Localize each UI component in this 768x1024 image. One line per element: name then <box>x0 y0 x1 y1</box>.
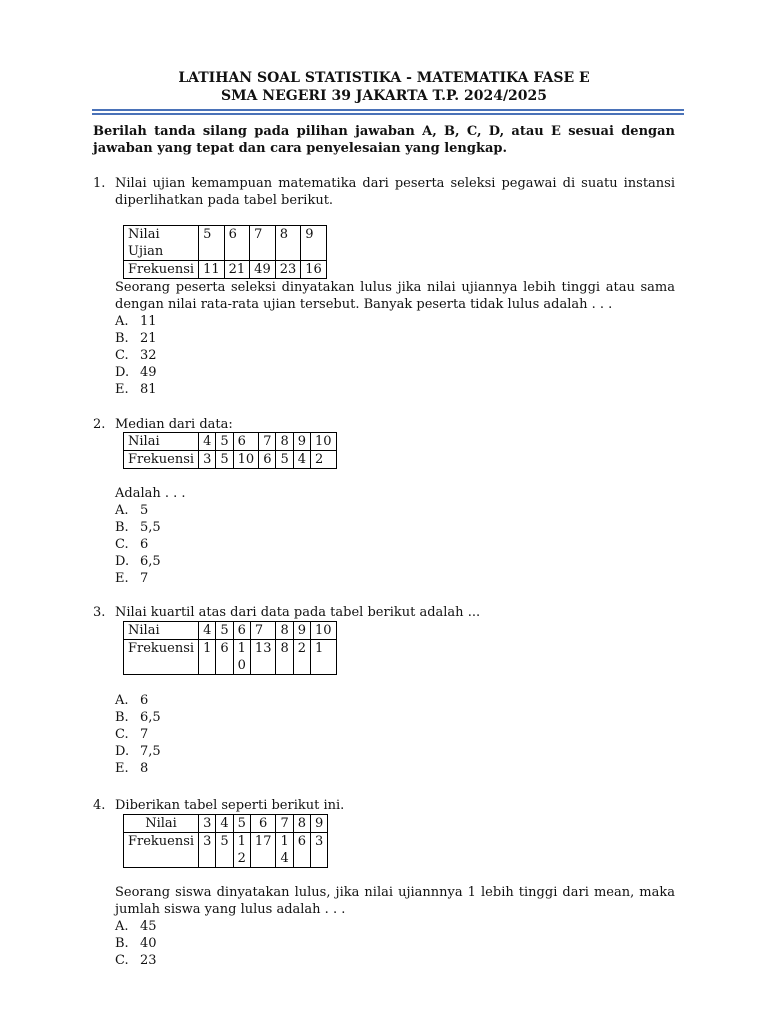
option-letter: C. <box>115 953 129 968</box>
option-value: 32 <box>140 348 157 363</box>
option-letter: D. <box>115 744 130 759</box>
table-row <box>124 640 337 675</box>
frequency-table <box>123 225 327 279</box>
question-number: 3. <box>93 605 106 620</box>
table-cell: Frekuensi <box>124 640 199 675</box>
table-cell: 8 <box>276 433 293 451</box>
table-cell: 7 <box>259 433 276 451</box>
table-cell: 6 <box>216 640 233 675</box>
table-cell: 5 <box>233 815 250 833</box>
table-cell: 4 <box>216 815 233 833</box>
table-cell: 5 <box>216 451 233 469</box>
option-value: 45 <box>140 919 157 934</box>
option-letter: A. <box>115 919 129 934</box>
question-followup: Adalah . . . <box>115 486 186 501</box>
table-cell: 6 <box>259 451 276 469</box>
table-cell: Nilai Ujian <box>124 226 199 261</box>
option-letter: A. <box>115 503 129 518</box>
table-cell: 1 <box>199 640 216 675</box>
table-cell: 49 <box>250 261 276 279</box>
instruction-text: Berilah tanda silang pada pilihan jawaban A, B, C, D, atau E sesuai dengan jawaban yang tepat dan cara penyelesaian yang lengkap. <box>93 124 675 156</box>
option-letter: E. <box>115 382 129 397</box>
table-cell: 8 <box>276 640 293 675</box>
option-value: 6,5 <box>140 710 161 725</box>
table-cell: 6 <box>250 815 276 833</box>
option-value: 40 <box>140 936 157 951</box>
table-cell: 4 <box>199 622 216 640</box>
option-letter: E. <box>115 571 129 586</box>
table-cell: 9 <box>311 815 328 833</box>
option-value: 11 <box>140 314 157 329</box>
option-value: 7 <box>140 571 149 586</box>
table-cell: 10 <box>233 451 259 469</box>
table-cell: 8 <box>275 226 301 261</box>
table-cell: 3 <box>311 833 328 868</box>
header-divider-bottom <box>92 113 684 115</box>
option-letter: D. <box>115 554 130 569</box>
table-cell: 4 <box>293 451 310 469</box>
question-number: 4. <box>93 798 106 813</box>
table-cell: 5 <box>216 622 233 640</box>
table-cell: 1 <box>311 640 337 675</box>
table-row <box>124 433 337 451</box>
option-letter: E. <box>115 761 129 776</box>
table-cell: 6 <box>293 833 310 868</box>
table-cell: 3 <box>199 815 216 833</box>
table-cell: 9 <box>293 433 310 451</box>
question-text: Diberikan tabel seperti berikut ini. <box>115 798 345 813</box>
question-text: Median dari data: <box>115 417 233 432</box>
question-followup: Seorang peserta seleksi dinyatakan lulus jika nilai ujiannya lebih tinggi atau sama dengan nilai rata-rata ujian tersebut. Banyak peserta tidak lulus adalah . . . <box>115 280 675 312</box>
table-cell: 16 <box>301 261 327 279</box>
table-cell: 8 <box>276 622 293 640</box>
frequency-table <box>123 621 337 675</box>
option-value: 7,5 <box>140 744 161 759</box>
table-cell: 2 <box>311 451 337 469</box>
question-number: 2. <box>93 417 106 432</box>
table-cell: 1 4 <box>276 833 293 868</box>
option-value: 5,5 <box>140 520 161 535</box>
table-cell: 10 <box>311 433 337 451</box>
table-cell: 10 <box>311 622 337 640</box>
table-cell: 7 <box>250 622 276 640</box>
option-value: 23 <box>140 953 157 968</box>
option-value: 6 <box>140 693 149 708</box>
option-letter: B. <box>115 936 129 951</box>
table-cell: 13 <box>250 640 276 675</box>
table-cell: 7 <box>276 815 293 833</box>
option-letter: A. <box>115 693 129 708</box>
option-value: 8 <box>140 761 149 776</box>
table-cell: 5 <box>216 833 233 868</box>
school-subtitle: SMA NEGERI 39 JAKARTA T.P. 2024/2025 <box>220 88 548 104</box>
option-value: 21 <box>140 331 157 346</box>
table-cell: 23 <box>275 261 301 279</box>
question-text: Nilai kuartil atas dari data pada tabel berikut adalah ... <box>115 605 481 620</box>
option-letter: B. <box>115 710 129 725</box>
table-cell: 8 <box>293 815 310 833</box>
worksheet-title: LATIHAN SOAL STATISTIKA - MATEMATIKA FASE E <box>178 70 590 86</box>
table-cell: 9 <box>293 622 310 640</box>
table-cell: 21 <box>224 261 250 279</box>
table-cell: 1 0 <box>233 640 250 675</box>
option-letter: C. <box>115 727 129 742</box>
option-letter: C. <box>115 537 129 552</box>
option-value: 6 <box>140 537 149 552</box>
option-letter: D. <box>115 365 130 380</box>
table-cell: 6 <box>233 622 250 640</box>
option-letter: C. <box>115 348 129 363</box>
table-cell: Frekuensi <box>124 833 199 868</box>
table-cell: Frekuensi <box>124 261 199 279</box>
table-cell: 2 <box>293 640 310 675</box>
table-cell: 5 <box>276 451 293 469</box>
table-cell: 5 <box>199 226 225 261</box>
question-number: 1. <box>93 176 106 191</box>
table-cell: Frekuensi <box>124 451 199 469</box>
option-letter: B. <box>115 331 129 346</box>
option-value: 7 <box>140 727 149 742</box>
table-cell: 17 <box>250 833 276 868</box>
table-cell: 3 <box>199 833 216 868</box>
option-value: 5 <box>140 503 149 518</box>
table-cell: 1 2 <box>233 833 250 868</box>
table-cell: 11 <box>199 261 225 279</box>
table-cell: Nilai <box>124 622 199 640</box>
header-divider-top <box>92 109 684 111</box>
table-row <box>124 261 327 279</box>
table-cell: 6 <box>224 226 250 261</box>
option-value: 49 <box>140 365 157 380</box>
frequency-table <box>123 814 328 868</box>
table-row <box>124 622 337 640</box>
table-cell: 3 <box>199 451 216 469</box>
table-cell: 5 <box>216 433 233 451</box>
table-row <box>124 226 327 261</box>
option-letter: B. <box>115 520 129 535</box>
question-text: Nilai ujian kemampuan matematika dari peserta seleksi pegawai di suatu instansi diperlihatkan pada tabel berikut. <box>115 176 675 208</box>
table-cell: Nilai <box>124 815 199 833</box>
table-cell: 4 <box>199 433 216 451</box>
table-cell: 6 <box>233 433 259 451</box>
option-letter: A. <box>115 314 129 329</box>
table-row <box>124 815 328 833</box>
table-row <box>124 451 337 469</box>
option-value: 81 <box>140 382 157 397</box>
table-cell: 7 <box>250 226 276 261</box>
frequency-table <box>123 432 337 469</box>
table-row <box>124 833 328 868</box>
table-cell: 9 <box>301 226 327 261</box>
option-value: 6,5 <box>140 554 161 569</box>
question-followup: Seorang siswa dinyatakan lulus, jika nilai ujiannnya 1 lebih tinggi dari mean, maka jumlah siswa yang lulus adalah . . . <box>115 885 675 917</box>
table-cell: Nilai <box>124 433 199 451</box>
